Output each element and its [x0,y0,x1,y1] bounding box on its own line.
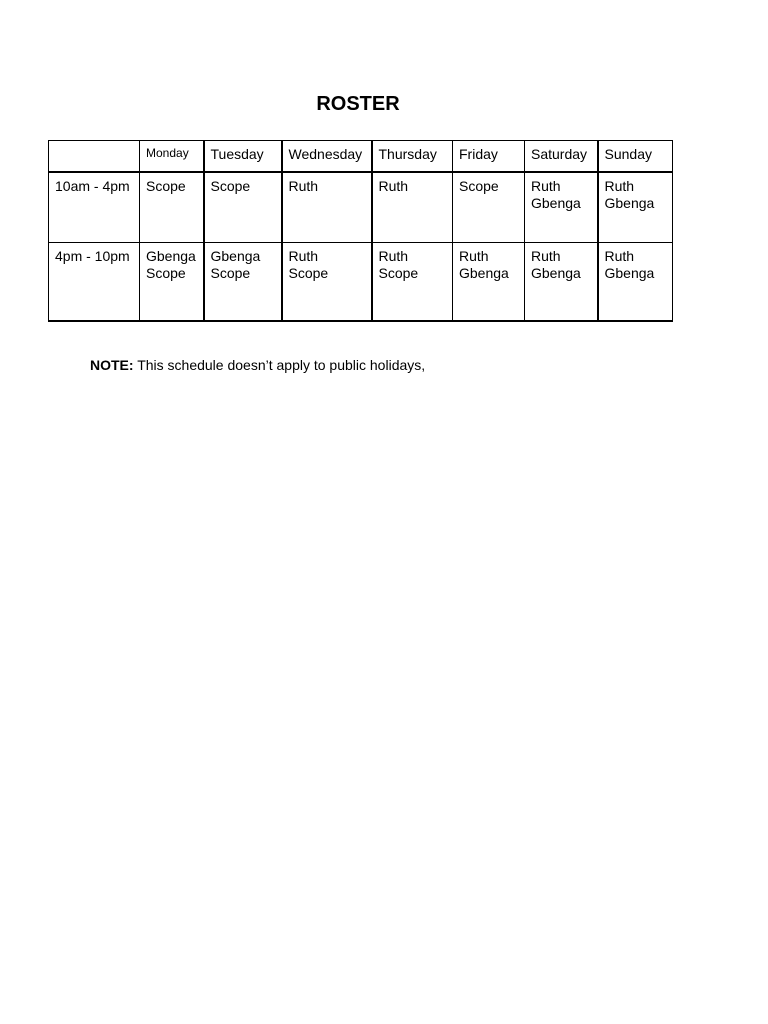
staff-name: Gbenga [459,265,509,281]
staff-name: Scope [146,178,186,194]
staff-name: Gbenga [604,265,655,281]
roster-cell [372,172,453,243]
staff-name: Gbenga [146,248,196,264]
staff-name: Ruth [531,178,561,194]
header-friday: Friday [453,141,525,173]
header-sunday: Sunday [598,141,673,173]
staff-name: Ruth [459,248,489,264]
roster-table [48,140,673,322]
note-paragraph [90,357,425,374]
staff-name: Ruth [604,248,635,264]
staff-name: Ruth [531,248,561,264]
roster-cell [453,243,525,322]
table-row [49,172,673,243]
table-row [49,243,673,322]
roster-cell [525,243,598,322]
roster-cell [598,172,673,243]
staff-name: Ruth [378,248,409,264]
roster-cell [598,243,673,322]
staff-name: Scope [146,265,186,281]
roster-cell [204,172,282,243]
staff-name: Ruth [288,178,319,194]
staff-name: Scope [378,265,419,281]
header-monday: Monday [140,141,204,173]
roster-cell [282,172,372,243]
staff-name: Ruth [378,178,409,194]
corner-cell [49,141,140,173]
staff-name: Gbenga [531,195,581,211]
header-saturday: Saturday [525,141,598,173]
staff-name: Gbenga [531,265,581,281]
note-label: NOTE: [90,357,134,373]
staff-name: Ruth [604,178,635,194]
staff-name: Ruth [288,248,319,264]
staff-name: Gbenga [604,195,655,211]
staff-name: Scope [210,265,251,281]
staff-name: Gbenga [210,248,261,264]
table-header-row [49,141,673,173]
roster-cell [525,172,598,243]
roster-cell [204,243,282,322]
shift-time-cell: 10am - 4pm [49,172,140,243]
header-wednesday: Wednesday [282,141,372,173]
note-text: This schedule doesn’t apply to public holidays, [133,357,426,373]
header-tuesday: Tuesday [204,141,282,173]
staff-name: Scope [288,265,329,281]
roster-cell [282,243,372,322]
roster-cell [140,243,204,322]
page-title: ROSTER [316,93,400,115]
staff-name: Scope [459,178,499,194]
roster-cell [372,243,453,322]
shift-time-cell: 4pm - 10pm [49,243,140,322]
roster-cell [453,172,525,243]
header-thursday: Thursday [372,141,453,173]
roster-cell [140,172,204,243]
staff-name: Scope [210,178,251,194]
